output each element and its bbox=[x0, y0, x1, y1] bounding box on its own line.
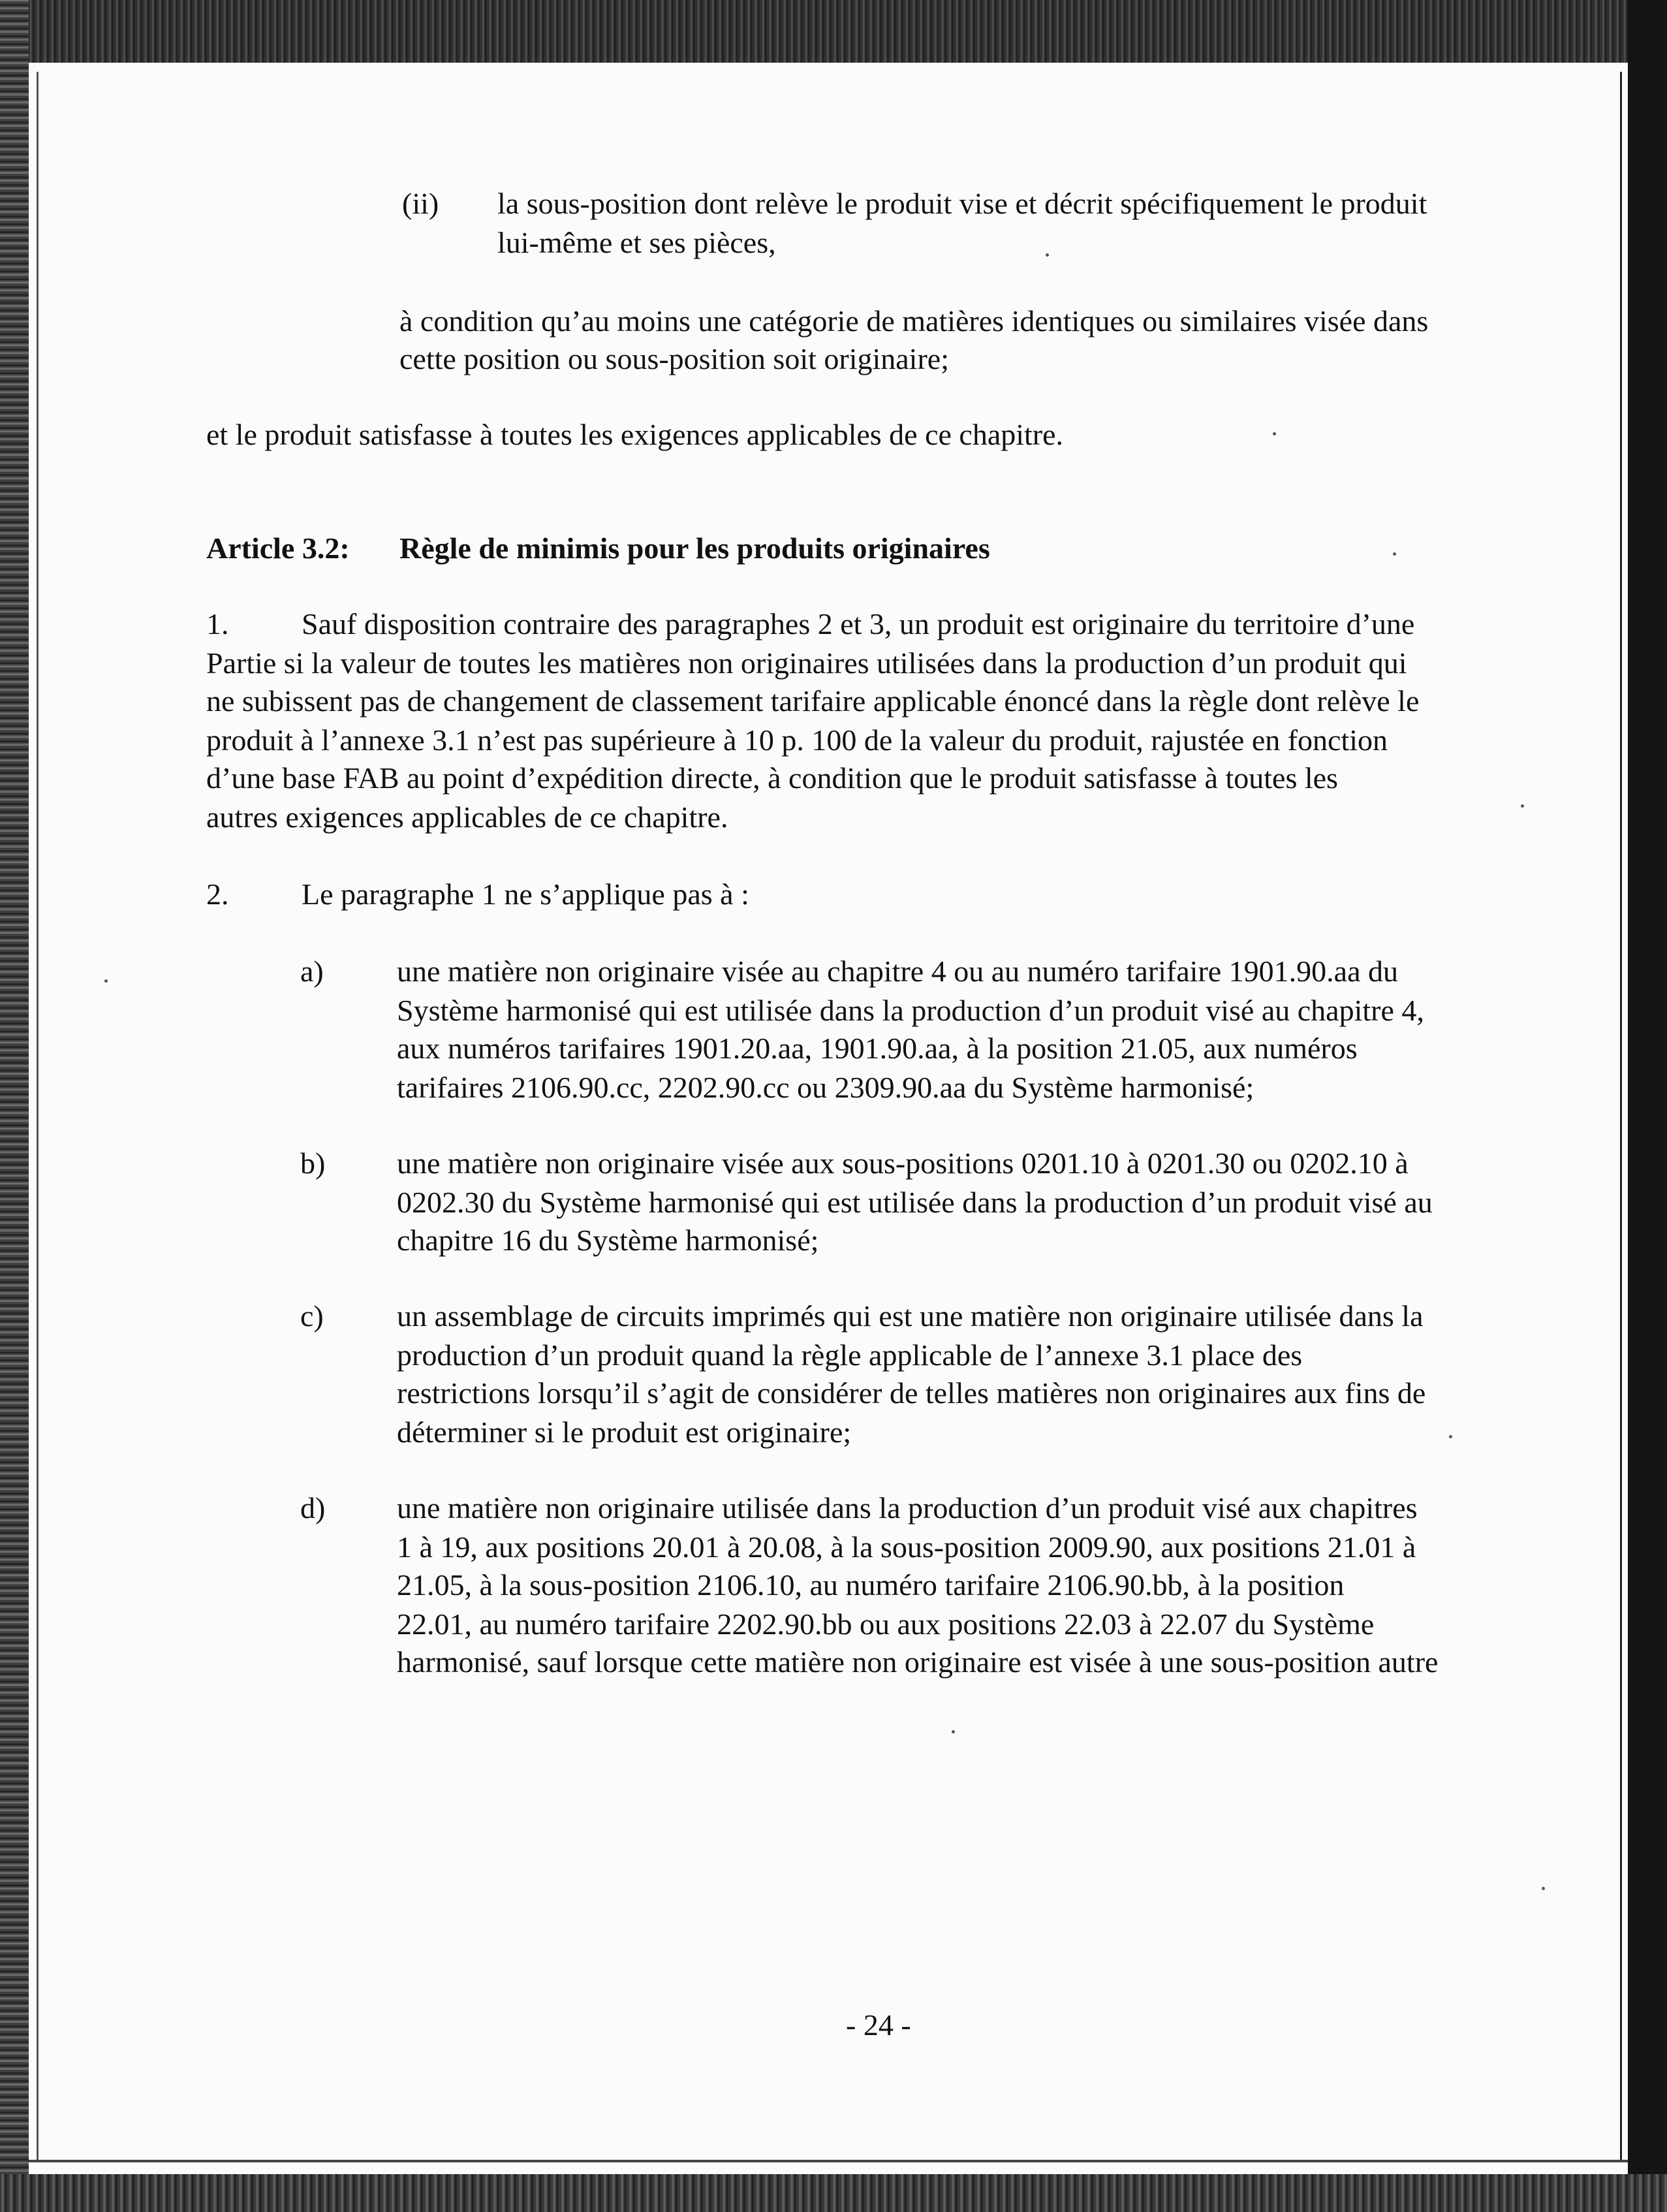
scan-border-top bbox=[0, 0, 1667, 63]
item-b-line-3: chapitre 16 du Système harmonisé; bbox=[397, 1224, 819, 1257]
para1-line-5: d’une base FAB au point d’expédition directe, à condition que le produit satisfasse à toutes les bbox=[206, 761, 1338, 795]
item-d-line-5: harmonisé, sauf lorsque cette matière non originaire est visée à une sous-position autre bbox=[397, 1645, 1439, 1679]
article-number: Article 3.2: bbox=[206, 531, 350, 565]
item-c-line-3: restrictions lorsqu’il s’agit de considérer de telles matières non originaires aux fins de bbox=[397, 1376, 1426, 1410]
page-edge-right bbox=[1620, 72, 1622, 2161]
item-a-line-1: une matière non originaire visée au chapitre 4 ou au numéro tarifaire 1901.90.aa du bbox=[397, 955, 1399, 988]
para1-line-4: produit à l’annexe 3.1 n’est pas supérieure à 10 p. 100 de la valeur du produit, rajustée en fonction bbox=[206, 723, 1388, 757]
scan-speck bbox=[1046, 253, 1049, 257]
para1-line-2: Partie si la valeur de toutes les matières non originaires utilisées dans la production d’un produit qui bbox=[206, 646, 1407, 680]
para2-label: 2. bbox=[206, 877, 229, 911]
para2-intro: Le paragraphe 1 ne s’applique pas à : bbox=[302, 877, 749, 911]
item-c-line-4: déterminer si le produit est originaire; bbox=[397, 1415, 852, 1449]
condition-line-2: cette position ou sous-position soit originaire; bbox=[399, 342, 949, 375]
item-d-line-3: 21.05, à la sous-position 2106.10, au numéro tarifaire 2106.90.bb, à la position bbox=[397, 1568, 1345, 1602]
item-a-line-3: aux numéros tarifaires 1901.20.aa, 1901.90.aa, à la position 21.05, aux numéros bbox=[397, 1032, 1358, 1065]
page-bottom-rule bbox=[29, 2160, 1628, 2162]
closing-line: et le produit satisfasse à toutes les exigences applicables de ce chapitre. bbox=[206, 418, 1064, 451]
scan-speck bbox=[1393, 552, 1396, 556]
item-d-line-4: 22.01, au numéro tarifaire 2202.90.bb ou aux positions 22.03 à 22.07 du Système bbox=[397, 1607, 1375, 1641]
item-c-line-2: production d’un produit quand la règle applicable de l’annexe 3.1 place des bbox=[397, 1338, 1303, 1372]
scan-speck bbox=[104, 979, 108, 983]
para1-line-1: Sauf disposition contraire des paragraphes 2 et 3, un produit est originaire du territoire d’une bbox=[302, 607, 1415, 640]
item-ii-label: (ii) bbox=[402, 187, 439, 220]
condition-line-1: à condition qu’au moins une catégorie de matières identiques ou similaires visée dans bbox=[399, 304, 1429, 338]
scan-border-right bbox=[1628, 0, 1667, 2212]
item-b-label: b) bbox=[300, 1146, 326, 1180]
document-page bbox=[29, 63, 1628, 2174]
item-b-line-1: une matière non originaire visée aux sous-positions 0201.10 à 0201.30 ou 0202.10 à bbox=[397, 1146, 1409, 1180]
item-a-line-4: tarifaires 2106.90.cc, 2202.90.cc ou 2309.90.aa du Système harmonisé; bbox=[397, 1071, 1254, 1104]
item-a-line-2: Système harmonisé qui est utilisée dans la production d’un produit visé au chapitre 4, bbox=[397, 994, 1424, 1027]
item-ii-line-1: la sous-position dont relève le produit vise et décrit spécifiquement le produit bbox=[497, 187, 1427, 220]
item-a-label: a) bbox=[300, 955, 324, 988]
scan-speck bbox=[1542, 1887, 1545, 1890]
para1-line-6: autres exigences applicables de ce chapitre. bbox=[206, 800, 728, 834]
scan-speck bbox=[1273, 432, 1276, 435]
scan-border-left bbox=[0, 0, 29, 2212]
item-d-line-2: 1 à 19, aux positions 20.01 à 20.08, à la sous-position 2009.90, aux positions 21.01 à bbox=[397, 1530, 1416, 1564]
para1-label: 1. bbox=[206, 607, 229, 640]
item-d-line-1: une matière non originaire utilisée dans la production d’un produit visé aux chapitres bbox=[397, 1491, 1418, 1525]
scan-speck bbox=[952, 1730, 955, 1733]
item-d-label: d) bbox=[300, 1491, 326, 1525]
para1-line-3: ne subissent pas de changement de classement tarifaire applicable énoncé dans la règle dont relève le bbox=[206, 684, 1420, 718]
item-b-line-2: 0202.30 du Système harmonisé qui est utilisée dans la production d’un produit visé au bbox=[397, 1186, 1433, 1219]
scan-speck bbox=[1521, 804, 1524, 808]
item-c-line-1: un assemblage de circuits imprimés qui est une matière non originaire utilisée dans la bbox=[397, 1299, 1424, 1333]
article-title: Règle de minimis pour les produits originaires bbox=[399, 531, 990, 565]
scan-speck bbox=[1449, 1435, 1452, 1438]
page-edge-left bbox=[37, 72, 39, 2161]
item-c-label: c) bbox=[300, 1299, 324, 1333]
item-ii-line-2: lui-même et ses pièces, bbox=[497, 226, 776, 259]
scan-border-bottom bbox=[0, 2174, 1667, 2212]
page-number: - 24 - bbox=[846, 2008, 911, 2042]
